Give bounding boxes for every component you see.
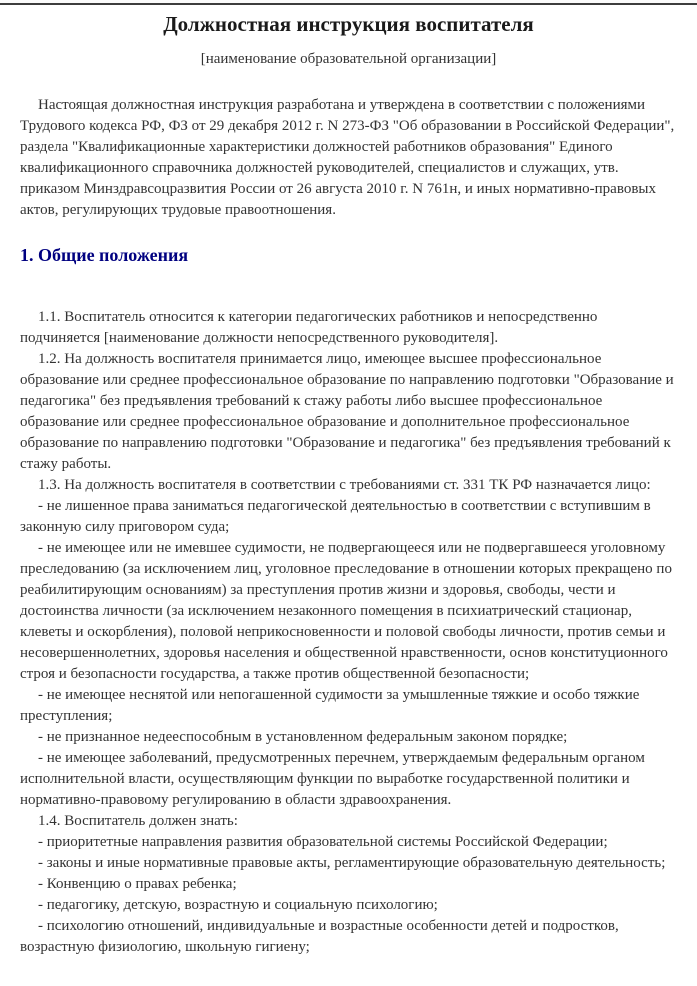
document-content <box>0 12 697 986</box>
paragraph: - психологию отношений, индивидуальные и возрастные особенности детей и подростков, возрастную физиологию, школьную гигиену; <box>20 918 619 955</box>
paragraph: - не имеющее неснятой или непогашенной судимости за умышленные тяжкие и особо тяжкие преступления; <box>20 687 640 724</box>
organization-name-placeholder: [наименование образовательной организации] <box>200 51 497 67</box>
paragraph: - педагогику, детскую, возрастную и социальную психологию; <box>38 897 438 913</box>
paragraph: - законы и иные нормативные правовые акты, регламентирующие образовательную деятельность; <box>38 855 666 871</box>
paragraph: 1.3. На должность воспитателя в соответствии с требованиями ст. 331 ТК РФ назначается лицо: <box>38 477 651 493</box>
paragraph: - не имеющее или не имевшее судимости, не подвергающееся или не подвергавшееся уголовному преследованию (за исключением лиц, уголовное преследование в отношении которых прекращено по реабилитирующим основаниям) за преступления против жизни и здоровья, свободы, чести и достоинства личности (за исключением незаконного помещения в психиатрический стационар, клеветы и оскорбления), половой неприкосновенности и половой свободы личности, против семьи и несовершеннолетних, здоровья населения и общественной нравственности, основ конституционного строя и безопасности государства, а также против общественной безопасности; <box>20 540 672 682</box>
section-heading-general-provisions: 1. Общие положения <box>20 245 189 265</box>
section-body <box>20 307 677 958</box>
document-title: Должностная инструкция воспитателя <box>163 12 534 36</box>
paragraph: - не лишенное права заниматься педагогической деятельностью в соответствии с вступившим в законную силу приговором суда; <box>20 498 651 535</box>
paragraph: - приоритетные направления развития образовательной системы Российской Федерации; <box>38 834 608 850</box>
paragraph: - не имеющее заболеваний, предусмотренных перечнем, утверждаемым федеральным органом исполнительной власти, осуществляющим функции по выработке государственной политики и нормативно-правовому регулированию в области здравоохранения. <box>20 750 645 808</box>
paragraph: 1.1. Воспитатель относится к категории педагогических работников и непосредственно подчиняется [наименование должности непосредственного руководителя]. <box>20 309 598 346</box>
intro-paragraph: Настоящая должностная инструкция разработана и утверждена в соответствии с положениями Трудового кодекса РФ, ФЗ от 29 декабря 2012 г. N 273-ФЗ "Об образовании в Российской Федерации", раздела "Квалификационные характеристики должностей работников образования" Единого квалификационного справочника должностей руководителей, специалистов и служащих, утв. приказом Минздравсоцразвития России от 26 августа 2010 г. N 761н, и иных нормативно-правовых актов, регулирующих трудовые правоотношения. <box>20 97 675 218</box>
paragraph: 1.2. На должность воспитателя принимается лицо, имеющее высшее профессиональное образование или среднее профессиональное образование по направлению подготовки "Образование и педагогика" без предъявления требований к стажу работы либо высшее профессиональное образование или среднее профессиональное образование и дополнительное профессиональное образование по направлению подготовки "Образование и педагогика" без предъявления требований к стажу работы. <box>20 351 674 472</box>
paragraph: - не признанное недееспособным в установленном федеральным законом порядке; <box>38 729 568 745</box>
top-rule <box>0 0 697 5</box>
paragraph: - Конвенцию о правах ребенка; <box>38 876 237 892</box>
paragraph: 1.4. Воспитатель должен знать: <box>38 813 238 829</box>
